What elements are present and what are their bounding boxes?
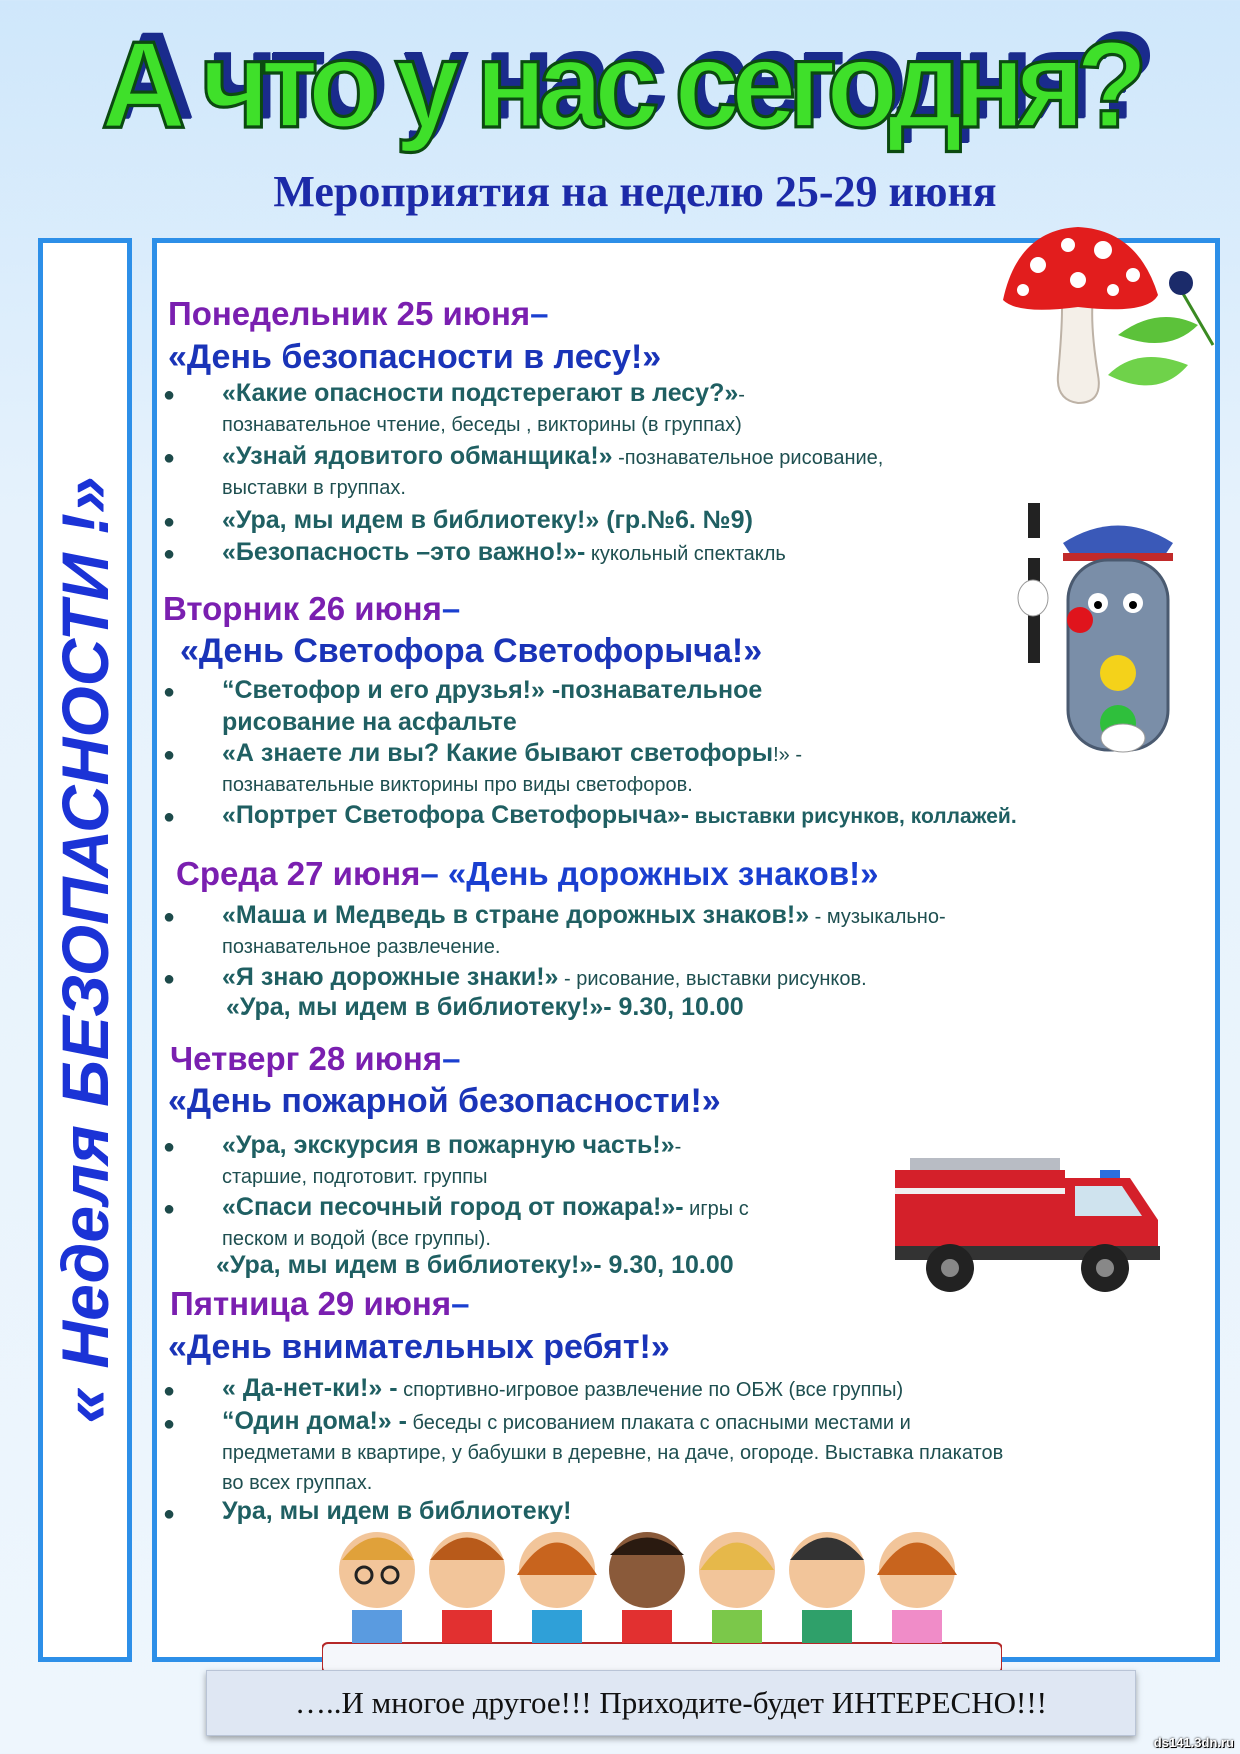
library-visit-line: «Ура, мы идем в библиотеку!»- 9.30, 10.00 xyxy=(216,1251,734,1279)
event-item: « Да-нет-ки!» - спортивно-игровое развлечение по ОБЖ (все группы) xyxy=(222,1374,904,1402)
bullet: ● xyxy=(163,968,176,990)
bullet: ● xyxy=(163,1503,176,1525)
event-item: «Узнай ядовитого обманщика!» -познавательное рисование, выставки в группах. xyxy=(222,442,884,499)
bullet: ● xyxy=(163,1136,176,1158)
bullet: ● xyxy=(163,681,176,703)
day-heading-wednesday: Среда 27 июня– «День дорожных знаков!» xyxy=(176,855,879,892)
event-item: Ура, мы идем в библиотеку! xyxy=(222,1497,572,1525)
subtitle: Мероприятия на неделю 25-29 июня xyxy=(273,167,997,216)
bullet: ● xyxy=(163,806,176,828)
bullet: ● xyxy=(163,1413,176,1435)
event-item: “Один дома!» - беседы с рисованием плаката с опасными местами и предметами в квартире, у бабушки в деревне, на даче, огороде. Выставка плакатов во всех группах. xyxy=(222,1407,1004,1494)
event-item: “Светофор и его друзья!» -познавательное рисование на асфальте xyxy=(222,676,763,736)
bullet: ● xyxy=(163,744,176,766)
event-item: «Портрет Светофора Светофорыча»- выставки рисунков, коллажей. xyxy=(222,801,1017,829)
headline: А что у нас сегодня? xyxy=(101,15,1139,155)
side-banner-text: « Неделя БЕЗОПАСНОСТИ !» xyxy=(48,476,122,1424)
fire-truck-icon xyxy=(890,1148,1175,1303)
bullet: ● xyxy=(163,1380,176,1402)
side-banner xyxy=(38,238,132,1662)
day-title-thursday: «День пожарной безопасности!» xyxy=(168,1082,721,1120)
bullet: ● xyxy=(163,906,176,928)
traffic-light-icon xyxy=(1008,498,1208,773)
event-item: «Безопасность –это важно!»- кукольный спектакль xyxy=(222,538,786,566)
bullet: ● xyxy=(163,384,176,406)
day-heading-friday: Пятница 29 июня– xyxy=(170,1285,470,1322)
library-visit-line: «Ура, мы идем в библиотеку!»- 9.30, 10.00 xyxy=(226,993,744,1021)
bullet: ● xyxy=(163,543,176,565)
day-title-friday: «День внимательных ребят!» xyxy=(168,1328,670,1366)
event-item: «Маша и Медведь в стране дорожных знаков!» - музыкально- познавательное развлечение. xyxy=(222,901,946,958)
event-item: «Какие опасности подстерегают в лесу?»- познавательное чтение, беседы , викторины (в группах) xyxy=(222,379,745,436)
day-heading-tuesday: Вторник 26 июня– xyxy=(163,590,461,627)
footer-banner: …..И многое другое!!! Приходите-будет ИНТЕРЕСНО!!! xyxy=(206,1670,1136,1736)
event-item: «Спаси песочный город от пожара!»- игры с песком и водой (все группы). xyxy=(222,1193,749,1250)
children-icon xyxy=(322,1515,1002,1675)
bullet: ● xyxy=(163,511,176,533)
event-item: «А знаете ли вы? Какие бывают светофоры!» - познавательные викторины про виды светофоров. xyxy=(222,739,803,796)
day-title-tuesday: «День Светофора Светофорыча!» xyxy=(180,632,763,670)
day-heading-thursday: Четверг 28 июня– xyxy=(170,1040,461,1077)
bullet: ● xyxy=(163,1198,176,1220)
event-item: «Ура, экскурсия в пожарную часть!»- старшие, подготовит. группы xyxy=(222,1131,682,1188)
bullet: ● xyxy=(163,447,176,469)
event-item: «Ура, мы идем в библиотеку!» (гр.№6. №9) xyxy=(222,506,753,534)
day-heading-monday: Понедельник 25 июня– xyxy=(168,295,549,332)
event-item: «Я знаю дорожные знаки!» - рисование, выставки рисунков. xyxy=(222,963,867,991)
mushroom-icon xyxy=(998,225,1238,425)
site-watermark: ds141.3dn.ru xyxy=(1153,1735,1234,1750)
day-title-monday: «День безопасности в лесу!» xyxy=(168,338,662,376)
